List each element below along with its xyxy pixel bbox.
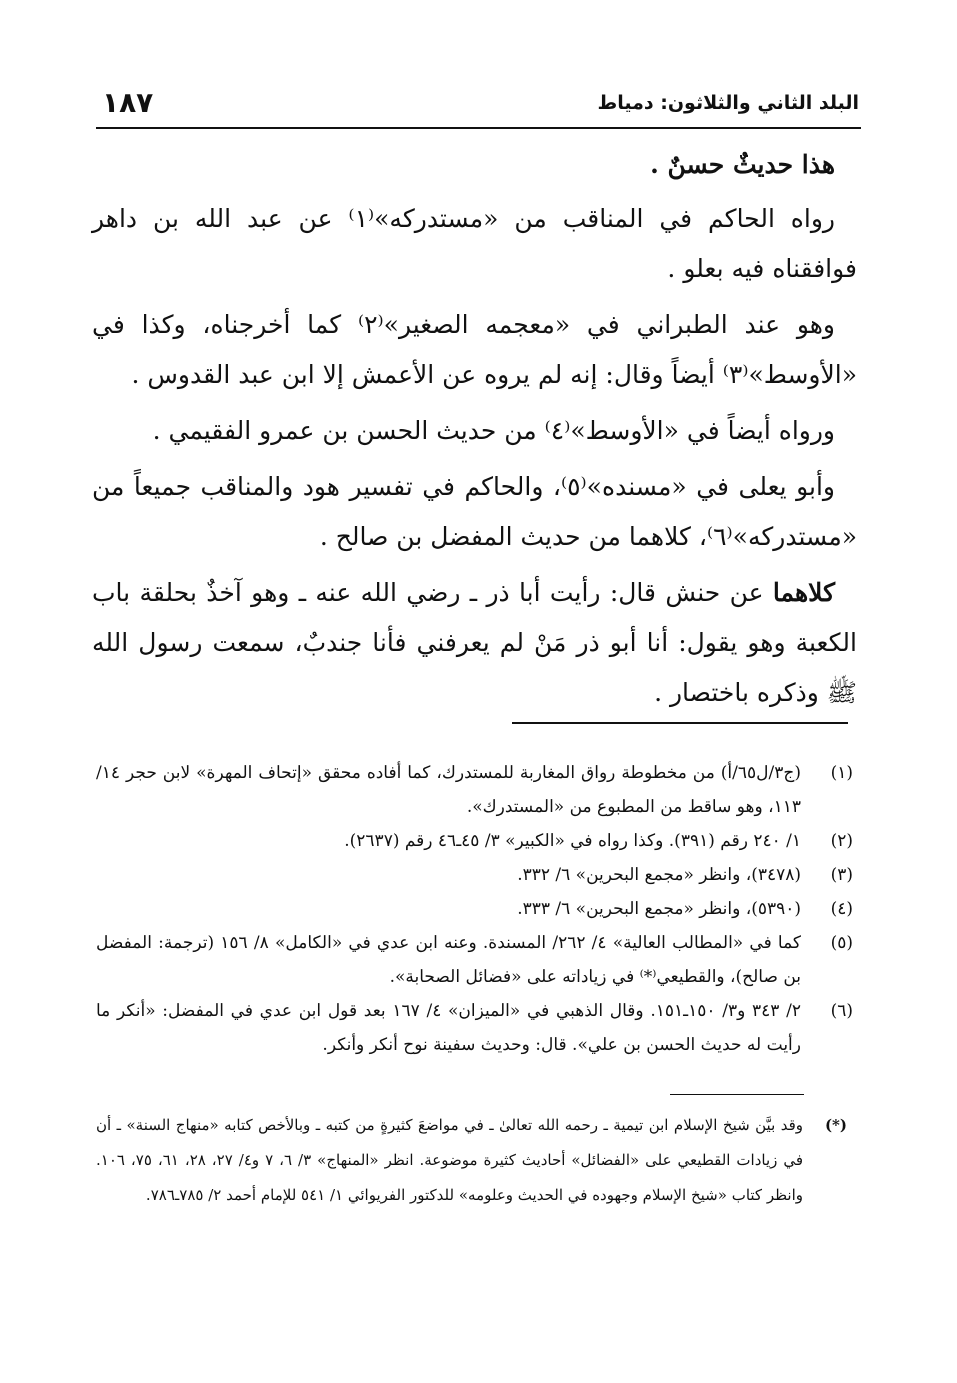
paragraph: هذا حديثٌ حسنٌ . — [650, 150, 835, 179]
footnote-text: (٣٤٧٨)، وانظر «مجمع البحرين» ٦/ ٣٣٢. — [517, 865, 801, 885]
paragraph — [92, 568, 857, 718]
page-number: ١٨٧ — [102, 86, 154, 119]
footnote-separator — [512, 722, 848, 724]
paragraph: رواه الحاكم في المناقب من «مستدركه»⁽١⁾ عن عبد الله بن داهر فوافقناه فيه بعلو . — [92, 204, 857, 283]
footnote-marker: (٦) — [830, 1001, 853, 1021]
editor-note-text: وقد بيَّن شيخ الإسلام ابن تيمية ـ رحمه الله تعالىٰ ـ في مواضعَ كثيرةٍ من كتبه ـ وبالأخص كتابه «منهاج السنة» ـ أن في زيادات القطيعي على «الفضائل» أحاديث كثيرة موضوعة. انظر «المنهاج» ٣/ ٦، ٧ و٤/ ٢٧، ٢٨، ٦١، ٧٥، ١٠٦. وانظر كتاب «شيخ الإسلام وجهوده في الحديث وعلومه» للدكتور الفريوائي ١/ ٥٤١ للإمام أحمد ٢/ ٧٨٥ـ٧٨٦. — [96, 1116, 804, 1204]
footnotes — [96, 756, 853, 1062]
footnote-marker: (١) — [830, 763, 853, 783]
subnote-separator — [670, 1094, 804, 1095]
footnote-text: ٢/ ٣٤٣ و٣/ ١٥٠ـ١٥١. وقال الذهبي في «الميزان» ٤/ ١٦٧ بعد قول ابن عدي في المفضل: «أنكر ما رأيت له حديث الحسن بن علي». قال: وحديث سفينة نوح أنكر وأنكر. — [96, 1001, 802, 1055]
footnote-marker: (٤) — [830, 899, 853, 919]
footnote-marker: (٣) — [830, 865, 853, 885]
editor-note-marker: (*) — [824, 1116, 847, 1134]
running-header — [98, 84, 859, 126]
footnote — [96, 926, 853, 994]
header-title: البلد الثاني والثلاثون: دمياط — [597, 92, 859, 114]
footnote — [96, 824, 853, 858]
header-rule — [96, 127, 861, 129]
paragraph-rest: عن حنش قال: رأيت أبا ذر ـ رضي الله عنه ـ وهو آخذٌ بحلقة باب الكعبة وهو يقول: أنا أبو ذر مَنْ لم يعرفني فأنا جندبٌ، سمعت رسول الله ﷺ وذكره باختصار . — [92, 578, 857, 707]
footnote-text: (ج٣/ل٦٥/أ) من مخطوطة رواق المغاربة للمستدرك، كما أفاده محقق «إتحاف المهرة» لابن حجر ١٤/ ١١٣، وهو ساقط من المطبوع من «المستدرك». — [96, 763, 801, 817]
main-text — [92, 140, 857, 724]
paragraph: وهو عند الطبراني في «معجمه الصغير»⁽٢⁾ كما أخرجناه، وكذا في «الأوسط»⁽٣⁾ أيضاً وقال: إنه لم يروه عن الأعمش إلا ابن عبد القدوس . — [92, 310, 857, 389]
footnote — [96, 858, 853, 892]
footnote-marker: (٢) — [830, 831, 853, 851]
footnote-marker: (٥) — [830, 933, 853, 953]
paragraph: ورواه أيضاً في «الأوسط»⁽٤⁾ من حديث الحسن بن عمرو الفقيمي . — [152, 416, 835, 445]
editor-note-paragraph — [96, 1108, 847, 1213]
footnote — [96, 994, 853, 1062]
footnote-text: (٥٣٩٠)، وانظر «مجمع البحرين» ٦/ ٣٣٣. — [517, 899, 801, 919]
footnote-text: ١/ ٢٤٠ رقم (٣٩١). وكذا رواه في «الكبير» ٣/ ٤٥ـ٤٦ رقم (٢٦٣٧). — [344, 831, 801, 851]
paragraph-lead: كلاهما — [772, 578, 835, 607]
footnote — [96, 756, 853, 824]
paragraph: وأبو يعلى في «مسنده»⁽٥⁾، والحاكم في تفسير هود والمناقب جميعاً من «مستدركه»⁽٦⁾، كلاهما من حديث المفضل بن صالح . — [92, 472, 857, 551]
footnote — [96, 892, 853, 926]
editor-note — [96, 1108, 847, 1213]
footnote-text: كما في «المطالب العالية» ٤/ ٢٦٢/ المسندة. وعنه ابن عدي في «الكامل» ٨/ ١٥٦ (ترجمة: المفضل بن صالح)، والقطيعي⁽*⁾ في زياداته على «فضائل الصحابة». — [96, 933, 801, 987]
